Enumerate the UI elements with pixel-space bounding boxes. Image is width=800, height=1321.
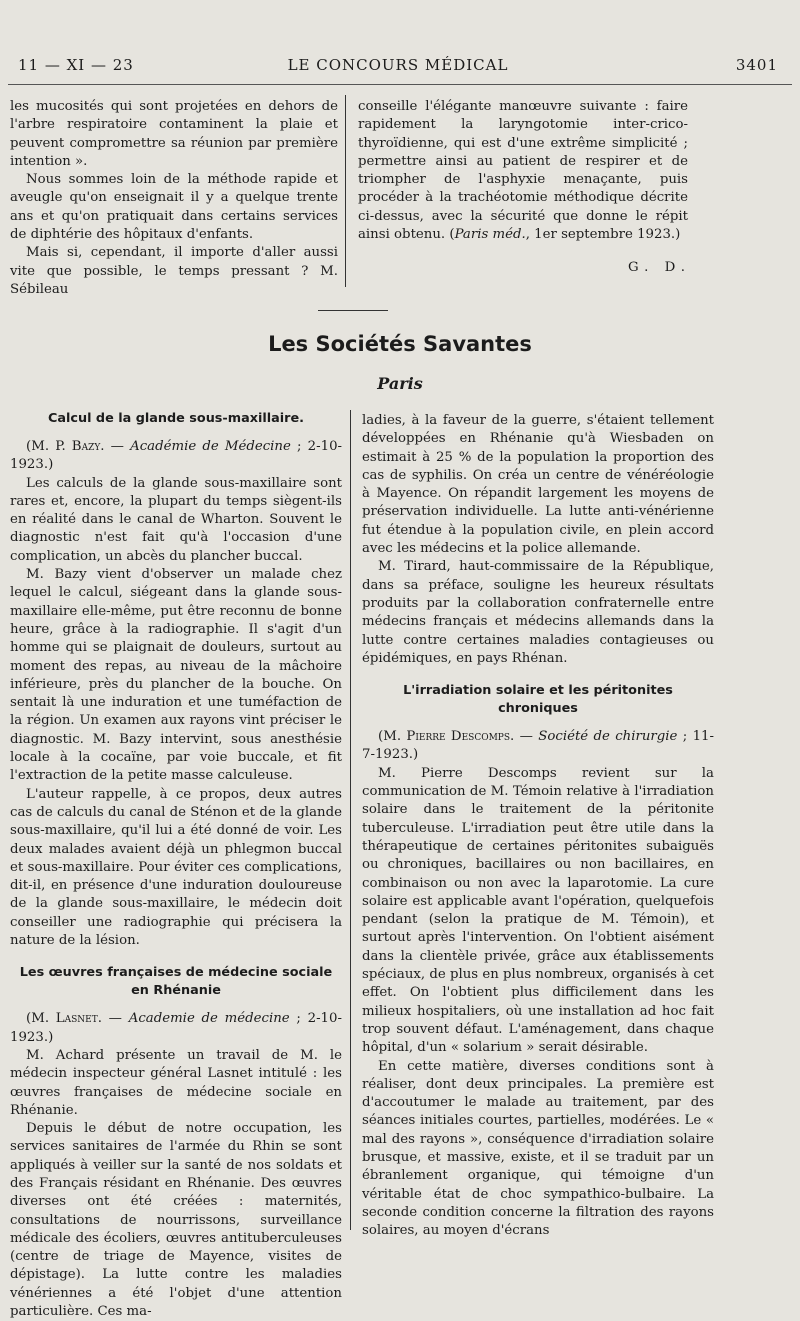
separator xyxy=(318,310,388,311)
signature: G. D. xyxy=(628,260,692,275)
paragraph: M. Pierre Descomps revient sur la communication de M. Témoin relative à l'irradiation solaire dans le traitement de la péritonite tuberculeuse. L'irradiation peut être utile dans la thérapeutique de certaines péritonites subaiguës ou chroniques, bacillaires ou non bacillaires, en combinaison ou non avec la laparotomie. La cure solaire est applicable avant l'opération, quelquefois pendant (selon la pratique de M. Témoin), et surtout après l'intervention. On l'obtient aisément dans la clientèle privée, grâce aux établissements spéciaux, de plus en plus nombreux, organisés à cet effet. On l'obtient plus difficilement dans les milieux hospitaliers, où une installation ad hoc fait trop souvent défaut. L'aménagement, dans chaque hôpital, d'un « solarium » serait désirable. xyxy=(362,765,714,1056)
column-divider xyxy=(345,95,346,287)
section-subtitle: Paris xyxy=(377,374,423,393)
paragraph: M. Bazy vient d'observer un malade chez lequel le calcul, siégeant dans la glande sous-maxillaire elle-même, put être reconnu de bonne heure, grâce à la radiographie. Il s'agit d'un homme qui se plaignait de douleurs, surtout au moment des repas, au niveau de la mâchoire inférieure, près du plancher de la bouche. On sentait là une induration et une tuméfaction de la région. Un examen aux rayons vint préciser le diagnostic. M. Bazy intervint, sous anesthésie locale à la cocaïne, par voie buccale, et fit l'extraction de la petite masse calculeuse. xyxy=(10,567,342,784)
paragraph: Mais si, cependant, il importe d'aller aussi vite que possible, le temps pressant ? M. Sébileau xyxy=(10,245,338,297)
page-number: 3401 xyxy=(735,56,778,74)
top-left-column xyxy=(10,98,338,299)
header-date: 11 — XI — 23 xyxy=(18,56,134,74)
paragraph: L'auteur rappelle, à ce propos, deux autres cas de calculs du canal de Sténon et de la glande sous-maxillaire, qu'il lui a été donné de voir. Les deux malades avaient déjà un phlegmon buccal et sous-maxillaire. Pour éviter ces complications, dit-il, en présence d'une induration douloureuse de la glande sous-maxillaire, le médecin doit conseiller une radiographie qui précisera la nature de la lésion. xyxy=(10,786,343,949)
paragraph: M. Achard présente un travail de M. le médecin inspecteur général Lasnet intitulé : les œuvres françaises de médecine sociale en Rhénanie. xyxy=(10,1047,342,1118)
section-title: Les Sociétés Savantes xyxy=(268,332,532,356)
bottom-left-column xyxy=(10,410,342,1321)
citation-source: Paris méd. xyxy=(454,227,526,243)
paragraph: Nous sommes loin de la méthode rapide et aveugle qu'on enseignait il y a quelque trente ans et qu'on pratiquait dans certains services de diphtérie des hôpitaux d'enfants. xyxy=(10,172,338,243)
paragraph: En cette matière, diverses conditions sont à réaliser, dont deux principales. La première est d'accoutumer le malade au traitement, par des séances initiales courtes, partielles, modérées. Le « mal des rayons », conséquence d'irradiation solaire brusque, et massive, existe, et il se traduit par un ébranlement organique, qui témoigne d'un véritable état de choc sympathico-bulbaire. La seconde condition concerne la filtration des rayons solaires, au moyen d'écrans xyxy=(362,1058,714,1239)
article-title: Calcul de la glande sous-maxillaire. xyxy=(47,411,304,426)
header-rule xyxy=(8,84,792,85)
paragraph: ladies, à la faveur de la guerre, s'étaient tellement développées en Rhénanie qu'à Wiesbaden on estimait à 25 % de la population la proportion des cas de syphilis. On créa un centre de vénéréologie à Mayence. On répandit largement les moyens de préservation individuelle. La lutte anti-vénérienne fut étendue à la population civile, en plein accord avec les médecins et la police allemande. xyxy=(362,413,714,557)
article-title: Les œuvres françaises de médecine sociale en Rhénanie xyxy=(19,965,333,999)
top-right-column xyxy=(358,98,688,244)
page-header xyxy=(18,56,778,78)
bottom-right-column xyxy=(362,412,714,1240)
journal-title: LE CONCOURS MÉDICAL xyxy=(287,56,509,74)
article-reference: (M. P. Bazy. — Académie de Médecine ; 2-10-1923.) xyxy=(10,439,343,473)
paragraph: M. Tirard, haut-commissaire de la République, dans sa préface, souligne les heureux résultats produits par la collaboration confraternelle entre médecins français et médecins allemands dans la lutte contre certaines maladies contagieuses ou épidémiques, en pays Rhénan. xyxy=(362,559,714,666)
column-divider xyxy=(350,410,351,1230)
paragraph: les mucosités qui sont projetées en dehors de l'arbre respiratoire contaminent la plaie et peuvent compromettre sa réunion par première intention ». xyxy=(10,99,338,169)
paragraph: Depuis le début de notre occupation, les services sanitaires de l'armée du Rhin se sont appliqués à veiller sur la santé de nos soldats et des Français résidant en Rhénanie. Des œuvres diverses ont été créées : maternités, consultations de nourrissons, surveillance médicale des écoliers, œuvres antituberculeuses (centre de triage de Mayence, visites de dépistage). La lutte contre les maladies vénériennes a été l'objet d'une attention particulière. Ces ma- xyxy=(10,1121,342,1320)
article-title: L'irradiation solaire et les péritonites chroniques xyxy=(403,683,673,717)
citation-date: , 1er septembre 1923.) xyxy=(525,227,681,243)
article-reference: (M. Pierre Descomps. — Société de chirurgie ; 11-7-1923.) xyxy=(362,729,715,763)
paragraph: conseille l'élégante manœuvre suivante : faire rapidement la laryngotomie inter-crico-thyroïdienne, qui est d'une extrême simplicité ; permettre ainsi au patient de respirer et de triompher de l'asphyxie menaçante, puis procéder à la trachéotomie méthodique décrite ci-dessus, avec la sécurité que donne le répit ainsi obtenu. (Paris méd., 1er septembre 1923.) xyxy=(358,99,688,243)
article-reference: (M. Lasnet. — Academie de médecine ; 2-10-1923.) xyxy=(10,1011,342,1045)
paragraph: Les calculs de la glande sous-maxillaire sont rares et, encore, la plupart du temps siègent-ils en réalité dans le canal de Wharton. Souvent le diagnostic n'est fait qu'à l'occasion d'une complication, un abcès du plancher buccal. xyxy=(10,475,342,564)
